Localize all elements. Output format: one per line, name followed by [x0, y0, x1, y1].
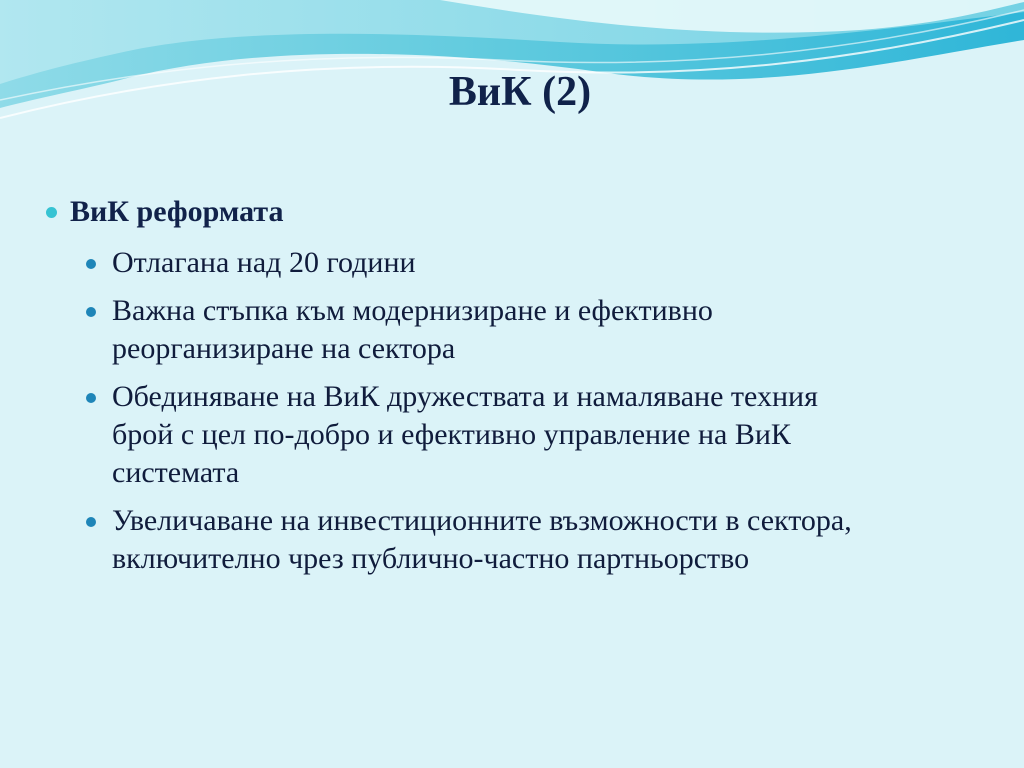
sub-bullet-line: системата — [112, 456, 240, 489]
bullet-dot-icon — [86, 393, 96, 403]
main-bullet-item — [70, 192, 1000, 232]
sub-bullet-item — [112, 292, 1002, 368]
sub-bullet-line: Важна стъпка към модернизиране и ефективно — [112, 294, 713, 327]
sub-bullet-line: Увеличаване на инвестиционните възможности в сектора, — [112, 504, 852, 537]
sub-bullet-item — [112, 502, 1002, 578]
sub-bullet-line: Обединяване на ВиК дружествата и намаляване техния — [112, 380, 818, 413]
bullet-dot-icon — [86, 259, 96, 269]
sub-bullet-item — [112, 244, 1002, 282]
sub-bullet-list — [112, 244, 1002, 588]
sub-bullet-item — [112, 378, 1002, 492]
sub-bullet-line: Отлагана над 20 години — [112, 246, 416, 279]
sub-bullet-line: включително чрез публично-частно партньорство — [112, 542, 750, 575]
sub-bullet-line: реорганизиране на сектора — [112, 332, 456, 365]
bullet-dot-icon — [46, 207, 57, 218]
main-bullet-list — [70, 192, 1000, 232]
slide-title: ВиК (2) — [448, 69, 592, 115]
bullet-dot-icon — [86, 517, 96, 527]
bullet-dot-icon — [86, 307, 96, 317]
sub-bullet-line: брой с цел по-добро и ефективно управление на ВиК — [112, 418, 791, 451]
main-bullet-text: ВиК реформата — [70, 195, 284, 228]
